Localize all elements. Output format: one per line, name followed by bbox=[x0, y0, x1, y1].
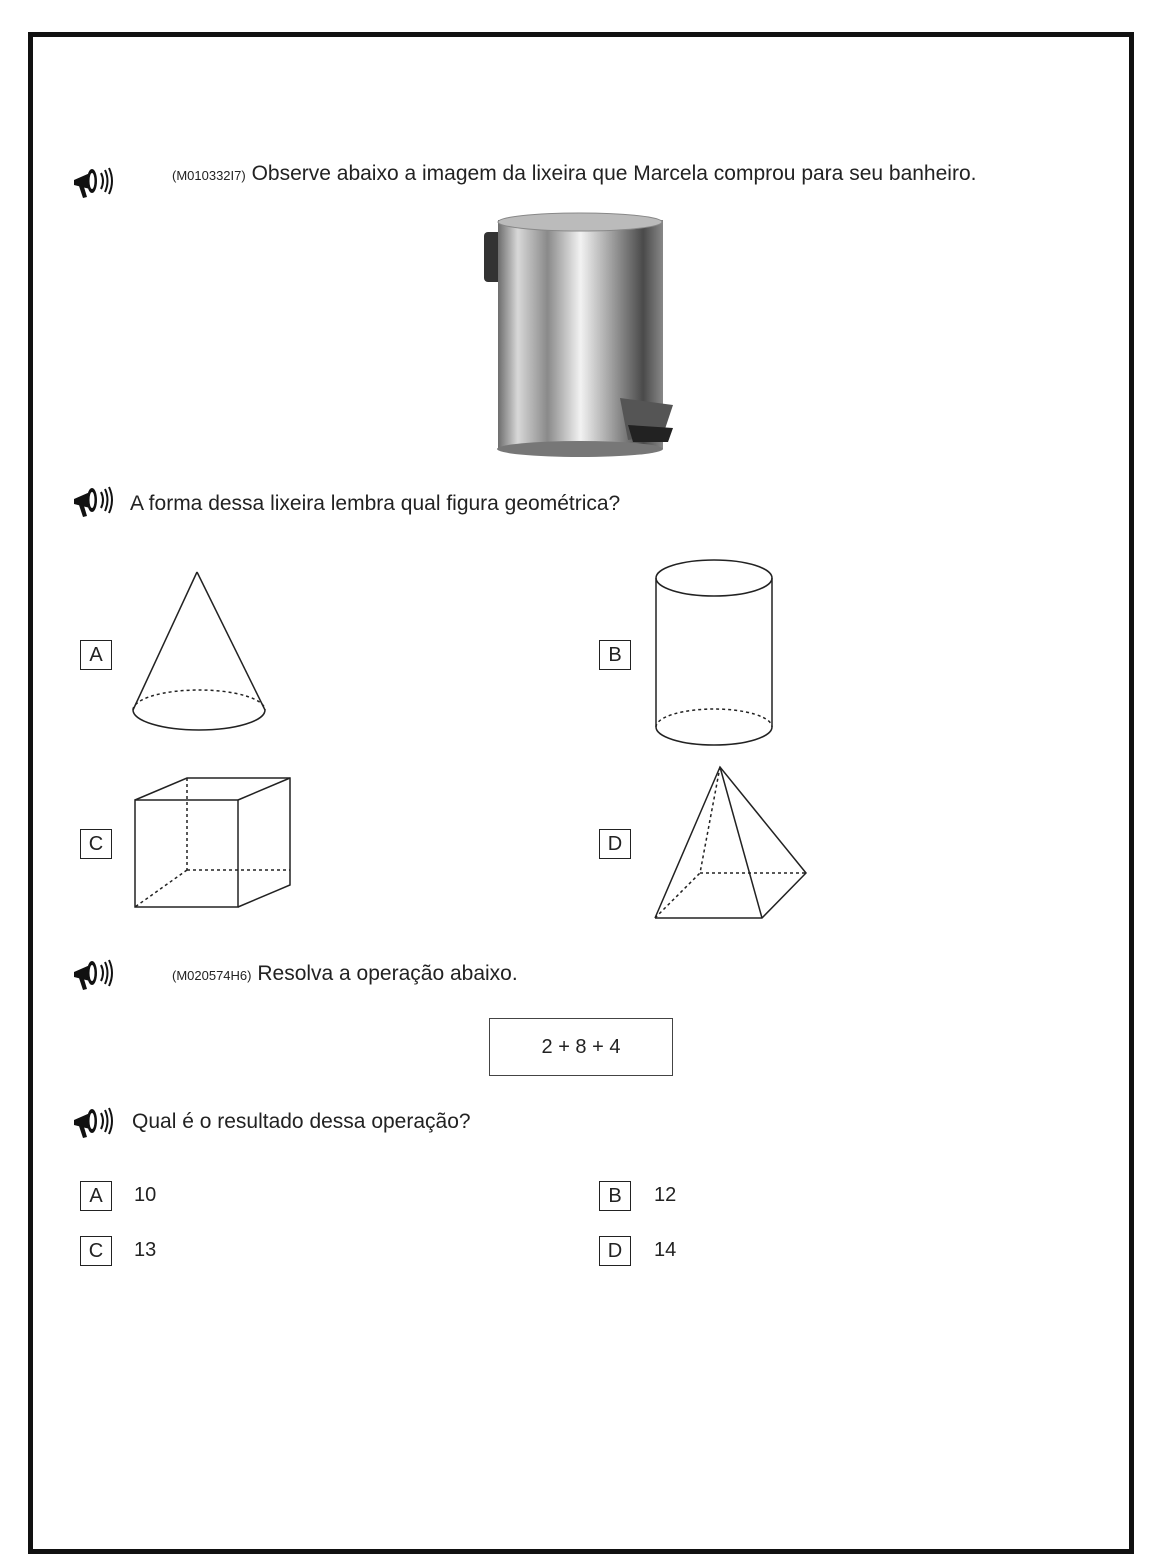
option-b-value[interactable]: 12 bbox=[654, 1184, 677, 1206]
option-d-label[interactable]: D bbox=[599, 1236, 631, 1266]
cube-figure[interactable] bbox=[135, 778, 290, 907]
operation-box: 2 + 8 + 4 bbox=[489, 1018, 673, 1076]
cone-figure[interactable] bbox=[133, 572, 265, 730]
option-b-label[interactable]: B bbox=[599, 640, 631, 670]
pyramid-figure[interactable] bbox=[655, 767, 806, 918]
option-c-label[interactable]: C bbox=[80, 829, 112, 859]
option-a-value[interactable]: 10 bbox=[134, 1184, 157, 1206]
question-prompt: Observe abaixo a imagem da lixeira que Marcela comprou para seu banheiro. bbox=[251, 162, 977, 185]
cylinder-figure[interactable] bbox=[656, 560, 772, 745]
question-prompt: Resolva a operação abaixo. bbox=[257, 962, 518, 985]
option-d-label[interactable]: D bbox=[599, 829, 631, 859]
option-a-label[interactable]: A bbox=[80, 1181, 112, 1211]
option-c-value[interactable]: 13 bbox=[134, 1239, 157, 1261]
question-text: A forma dessa lixeira lembra qual figura geométrica? bbox=[130, 492, 621, 515]
question-header bbox=[172, 962, 518, 986]
option-a-label[interactable]: A bbox=[80, 640, 112, 670]
question-code: (M020574H6) bbox=[172, 968, 252, 983]
megaphone-icon[interactable] bbox=[70, 1105, 124, 1139]
megaphone-icon[interactable] bbox=[70, 957, 124, 991]
question-text: Qual é o resultado dessa operação? bbox=[132, 1110, 471, 1133]
option-b-label[interactable]: B bbox=[599, 1181, 631, 1211]
option-c-label[interactable]: C bbox=[80, 1236, 112, 1266]
option-d-value[interactable]: 14 bbox=[654, 1239, 677, 1261]
question-code: (M010332I7) bbox=[172, 168, 246, 183]
